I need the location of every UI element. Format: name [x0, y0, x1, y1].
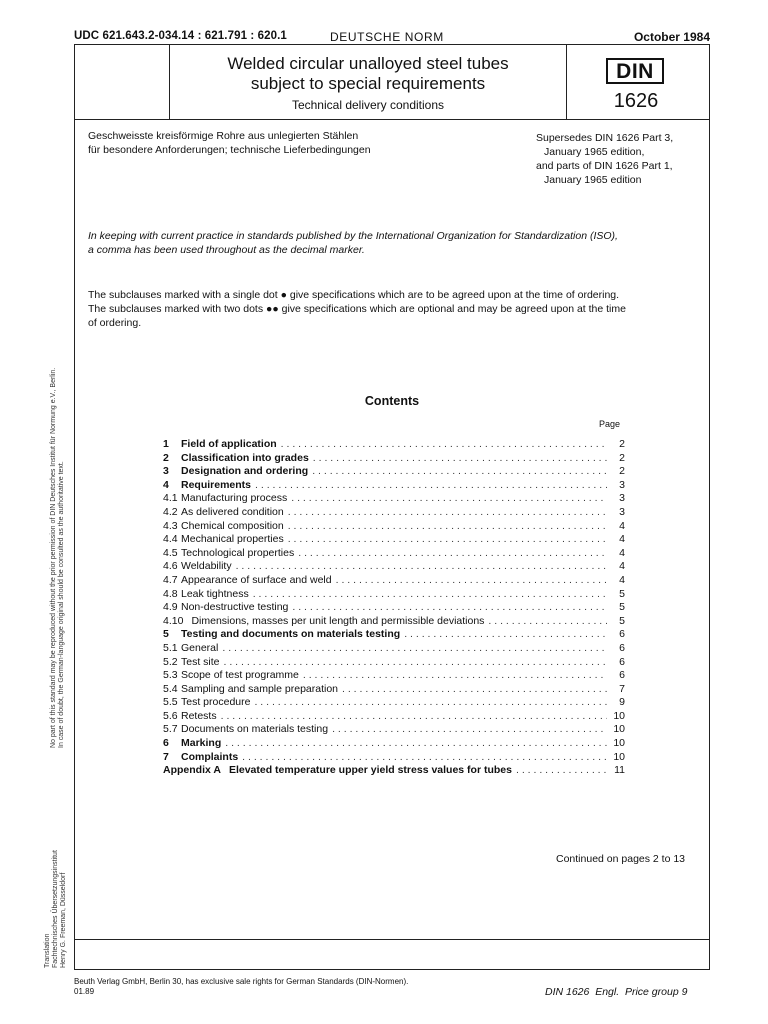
din-logo-text: DIN	[606, 58, 664, 84]
toc-page-number: 5	[619, 587, 625, 600]
price-group-note: DIN 1626 Engl. Price group 9	[545, 986, 688, 998]
toc-number: 4.2	[163, 505, 178, 518]
toc-row	[163, 574, 625, 588]
toc-leader-dots	[281, 438, 607, 450]
toc-row	[163, 601, 625, 615]
toc-page-number: 6	[619, 641, 625, 654]
toc-leader-dots	[222, 642, 607, 654]
toc-label: Sampling and sample preparation	[181, 682, 339, 695]
toc-row	[163, 438, 625, 452]
iso-note-line-2: a comma has been used throughout as the decimal marker.	[88, 244, 365, 256]
toc-label: Scope of test programme	[181, 669, 299, 682]
toc-page-number: 5	[619, 614, 625, 627]
toc-row	[163, 560, 625, 574]
toc-label: Complaints	[181, 750, 239, 763]
toc-leader-dots	[288, 506, 607, 518]
toc-leader-dots	[404, 628, 607, 640]
toc-leader-dots	[516, 764, 607, 776]
toc-leader-dots	[236, 560, 607, 572]
toc-number: 4.10	[163, 614, 184, 627]
toc-row	[163, 737, 625, 751]
document-subtitle: Technical delivery conditions	[291, 98, 445, 112]
publisher-note	[74, 977, 408, 997]
toc-row	[163, 710, 625, 724]
toc-number: 1	[163, 438, 169, 450]
toc-label: Documents on materials testing	[181, 723, 329, 736]
toc-number: 4.4	[163, 533, 178, 546]
toc-row	[163, 764, 625, 778]
toc-number: 4.9	[163, 601, 178, 614]
toc-leader-dots	[332, 723, 607, 735]
toc-number: Appendix A	[163, 764, 221, 777]
toc-label: Designation and ordering	[181, 465, 309, 478]
toc-label: General	[181, 641, 219, 654]
toc-label: Appearance of surface and weld	[181, 573, 332, 586]
toc-number: 5.3	[163, 669, 178, 682]
translation-side-note-2: Fachtechnisches Übersetzungsinstitut	[52, 850, 59, 968]
toc-number: 4.3	[163, 519, 178, 532]
german-title-line-2: für besondere Anforderungen; technische Lieferbedingungen	[88, 144, 371, 156]
toc-row	[163, 533, 625, 547]
toc-page-number: 2	[619, 438, 625, 450]
toc-leader-dots	[313, 452, 607, 464]
toc-leader-dots	[221, 710, 607, 722]
toc-number: 4	[163, 478, 169, 491]
toc-number: 2	[163, 451, 169, 464]
document-title	[170, 54, 566, 94]
toc-row	[163, 683, 625, 697]
toc-leader-dots	[292, 601, 607, 613]
toc-page-number: 4	[619, 573, 625, 586]
toc-leader-dots	[254, 696, 607, 708]
toc-page-number: 7	[619, 682, 625, 695]
title-line-1: Welded circular unalloyed steel tubes	[227, 54, 509, 73]
toc-number: 4.8	[163, 587, 178, 600]
toc-page-number: 2	[619, 451, 625, 464]
copyright-side-note-1: No part of this standard may be reproduced without the prior permission of DIN Deutsches Institut für Normung e.V., Berlin.	[50, 367, 57, 748]
toc-leader-dots	[342, 683, 607, 695]
toc-leader-dots	[253, 588, 607, 600]
toc-leader-dots	[242, 751, 607, 763]
toc-page-number: 4	[619, 519, 625, 532]
toc-number: 5	[163, 628, 169, 641]
iso-note-line-1: In keeping with current practice in standards published by the International Organization for Standardization (ISO),	[88, 230, 618, 242]
toc-leader-dots	[255, 479, 607, 491]
supersedes-line-4: January 1965 edition	[544, 174, 642, 186]
toc-leader-dots	[298, 547, 607, 559]
toc-page-number: 10	[613, 709, 625, 722]
toc-number: 6	[163, 737, 169, 750]
toc-label: As delivered condition	[181, 505, 284, 518]
toc-row	[163, 669, 625, 683]
toc-row	[163, 452, 625, 466]
dots-note-line-3: of ordering.	[88, 317, 142, 329]
toc-number: 5.1	[163, 641, 178, 654]
toc-page-number: 4	[619, 560, 625, 573]
toc-number: 5.2	[163, 655, 178, 668]
translation-side-note-3: Henry G. Freeman, Düsseldorf	[60, 872, 67, 968]
toc-number: 5.5	[163, 696, 178, 709]
supersedes-line-1: Supersedes DIN 1626 Part 3,	[536, 132, 674, 144]
toc-row	[163, 520, 625, 534]
toc-number: 4.7	[163, 573, 178, 586]
toc-label: Testing and documents on materials testing	[181, 628, 401, 641]
title-line-2: subject to special requirements	[250, 74, 486, 93]
german-title	[88, 129, 488, 157]
toc-page-number: 6	[619, 655, 625, 668]
toc-number: 4.5	[163, 546, 178, 559]
contents-page-label: Page	[599, 419, 621, 429]
supersedes-line-3: and parts of DIN 1626 Part 1,	[536, 160, 673, 172]
toc-page-number: 4	[619, 546, 625, 559]
title-divider-right	[566, 44, 567, 120]
toc-label: Manufacturing process	[181, 492, 288, 505]
udc-classification: UDC 621.643.2-034.14 : 621.791 : 620.1	[74, 30, 287, 42]
toc-label: Retests	[181, 709, 217, 722]
toc-row	[163, 465, 625, 479]
toc-page-number: 10	[613, 737, 625, 750]
toc-row	[163, 628, 625, 642]
din-logo	[606, 58, 666, 84]
german-title-line-1: Geschweisste kreisförmige Rohre aus unlegierten Stählen	[88, 130, 359, 142]
toc-row	[163, 751, 625, 765]
continued-note: Continued on pages 2 to 13	[556, 853, 686, 865]
toc-number: 5.6	[163, 709, 178, 722]
toc-page-number: 3	[619, 478, 625, 491]
toc-page-number: 3	[619, 492, 625, 505]
toc-leader-dots	[288, 533, 607, 545]
supersedes-note	[536, 131, 706, 187]
toc-label: Chemical composition	[181, 519, 284, 532]
bottom-rule	[74, 939, 710, 940]
toc-number: 5.7	[163, 723, 178, 736]
toc-label: Technological properties	[181, 546, 295, 559]
edition-date: October 1984	[633, 30, 710, 44]
toc-leader-dots	[291, 492, 607, 504]
toc-page-number: 4	[619, 533, 625, 546]
copyright-side-note-2: In case of doubt, the German-language original should be consulted as the authoritative text.	[58, 461, 65, 748]
toc-label: Requirements	[181, 478, 252, 491]
toc-leader-dots	[225, 737, 607, 749]
toc-row	[163, 615, 625, 629]
toc-label: Mechanical properties	[181, 533, 284, 546]
toc-label: Test procedure	[181, 696, 251, 709]
toc-page-number: 2	[619, 465, 625, 478]
toc-row	[163, 506, 625, 520]
toc-page-number: 5	[619, 601, 625, 614]
toc-row	[163, 642, 625, 656]
toc-row	[163, 656, 625, 670]
toc-row	[163, 723, 625, 737]
toc-label: Dimensions, masses per unit length and permissible deviations	[191, 614, 485, 627]
toc-leader-dots	[224, 656, 607, 668]
translation-side-note-1: Translation	[44, 933, 51, 968]
toc-label: Classification into grades	[181, 451, 309, 464]
toc-row	[163, 696, 625, 710]
standard-number: 1626	[613, 90, 659, 112]
toc-leader-dots	[488, 615, 607, 627]
toc-label: Non-destructive testing	[181, 601, 289, 614]
toc-page-number: 10	[613, 723, 625, 736]
toc-label: Field of application	[181, 438, 277, 450]
toc-page-number: 3	[619, 505, 625, 518]
supersedes-line-2: January 1965 edition,	[544, 146, 645, 158]
table-of-contents	[163, 438, 625, 778]
toc-row	[163, 492, 625, 506]
toc-row	[163, 588, 625, 602]
toc-leader-dots	[288, 520, 607, 532]
toc-page-number: 9	[619, 696, 625, 709]
contents-heading: Contents	[364, 394, 420, 408]
toc-leader-dots	[336, 574, 607, 586]
toc-page-number: 6	[619, 669, 625, 682]
toc-page-number: 6	[619, 628, 625, 641]
iso-decimal-note	[88, 229, 698, 257]
toc-label: Elevated temperature upper yield stress values for tubes	[228, 764, 512, 777]
toc-row	[163, 479, 625, 493]
dots-note-line-1: The subclauses marked with a single dot ● give specifications which are to be agreed upon at the time of ordering.	[88, 289, 620, 301]
toc-label: Leak tightness	[181, 587, 249, 600]
dots-note-line-2: The subclauses marked with two dots ●● give specifications which are optional and may be agreed upon at the time	[88, 303, 626, 315]
subclause-dots-note	[88, 288, 698, 330]
publisher-line-2: 01.89	[74, 987, 95, 996]
toc-number: 4.1	[163, 492, 178, 505]
toc-leader-dots	[312, 465, 607, 477]
toc-number: 4.6	[163, 560, 178, 573]
toc-label: Weldability	[181, 560, 232, 573]
toc-number: 5.4	[163, 682, 178, 695]
toc-label: Test site	[181, 655, 220, 668]
toc-number: 7	[163, 750, 169, 763]
toc-label: Marking	[181, 737, 222, 750]
toc-number: 3	[163, 465, 169, 478]
toc-page-number: 10	[613, 750, 625, 763]
toc-leader-dots	[303, 669, 607, 681]
deutsche-norm-label: DEUTSCHE NORM	[330, 30, 444, 44]
toc-row	[163, 547, 625, 561]
publisher-line-1: Beuth Verlag GmbH, Berlin 30, has exclusive sale rights for German Standards (DIN-Normen).	[74, 977, 409, 986]
toc-page-number: 11	[614, 764, 625, 777]
